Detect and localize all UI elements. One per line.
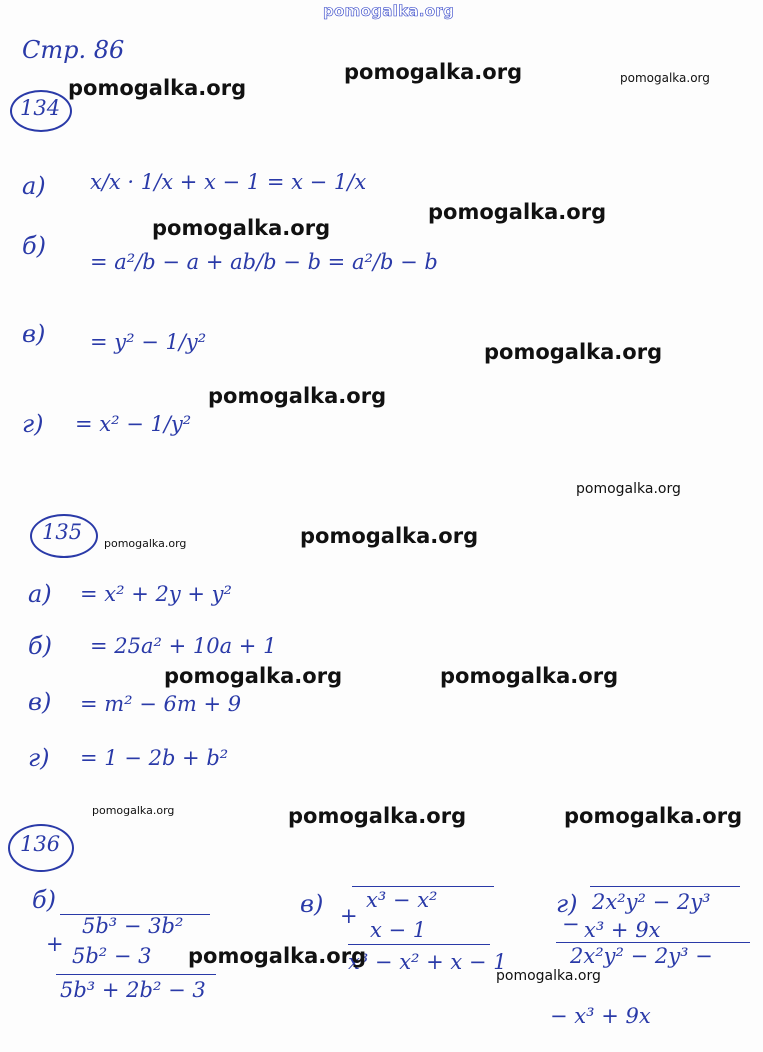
- task-number: 135: [42, 520, 83, 544]
- item-letter: б): [22, 232, 47, 260]
- column-line: 2x²y² − 2y³ −: [570, 944, 713, 968]
- column-line: x − 1: [370, 918, 427, 942]
- watermark: pomogalka.org: [564, 804, 743, 828]
- watermark: pomogalka.org: [620, 71, 710, 85]
- task-number: 134: [20, 96, 61, 120]
- column-result: x³ − x² + x − 1: [348, 950, 507, 974]
- column-result: 5b³ + 2b² − 3: [60, 978, 206, 1002]
- rule-line: [348, 944, 490, 945]
- watermark: pomogalka.org: [104, 537, 187, 550]
- watermark: pomogalka.org: [428, 200, 607, 224]
- task-number: 136: [20, 832, 61, 856]
- watermark: pomogalka.org: [164, 664, 343, 688]
- plus-sign: +: [340, 904, 358, 928]
- rule-line: [590, 886, 740, 887]
- watermark: pomogalka.org: [152, 216, 331, 240]
- item-letter: б): [32, 886, 57, 914]
- rule-line: [556, 942, 750, 943]
- watermark: pomogalka.org: [496, 968, 601, 984]
- page-label: Стр. 86: [22, 36, 125, 64]
- column-line: 5b² − 3: [72, 944, 152, 968]
- item-letter: б): [28, 632, 53, 660]
- watermark: pomogalka.org: [188, 944, 367, 968]
- watermark: pomogalka.org: [300, 524, 479, 548]
- item-letter: в): [28, 688, 52, 716]
- item-letter: а): [28, 580, 52, 608]
- math-expression: = 1 − 2b + b²: [80, 746, 229, 770]
- watermark: pomogalka.org: [344, 60, 523, 84]
- minus-sign: −: [562, 912, 580, 936]
- watermark: pomogalka.org: [484, 340, 663, 364]
- watermark: pomogalka.org: [288, 804, 467, 828]
- watermark: pomogalka.org: [576, 481, 681, 497]
- plus-sign: +: [46, 932, 64, 956]
- watermark: pomogalka.org: [92, 804, 175, 817]
- column-line: 5b³ − 3b²: [82, 914, 184, 938]
- math-expression: = 25a² + 10a + 1: [90, 634, 277, 658]
- rule-line: [56, 974, 216, 975]
- column-result: − x³ + 9x: [550, 1004, 651, 1028]
- item-letter: г): [28, 744, 50, 772]
- math-expression: = y² − 1/y²: [90, 330, 207, 354]
- item-letter: а): [22, 172, 46, 200]
- column-line: x³ − x²: [366, 888, 438, 912]
- watermark-top: pomogalka.org: [323, 2, 455, 20]
- watermark: pomogalka.org: [208, 384, 387, 408]
- rule-line: [352, 886, 494, 887]
- item-letter: г): [22, 410, 44, 438]
- watermark: pomogalka.org: [68, 76, 247, 100]
- column-line: 2x²y² − 2y³: [592, 890, 711, 914]
- item-letter: в): [300, 890, 324, 918]
- math-expression: = a²/b − a + ab/b − b = a²/b − b: [90, 250, 438, 274]
- item-letter: г): [556, 890, 578, 918]
- math-expression: = x² − 1/y²: [75, 412, 192, 436]
- watermark: pomogalka.org: [440, 664, 619, 688]
- math-expression: x/x · 1/x + x − 1 = x − 1/x: [90, 170, 367, 194]
- column-line: x³ + 9x: [584, 918, 661, 942]
- math-expression: = m² − 6m + 9: [80, 692, 242, 716]
- math-expression: = x² + 2y + y²: [80, 582, 232, 606]
- item-letter: в): [22, 320, 46, 348]
